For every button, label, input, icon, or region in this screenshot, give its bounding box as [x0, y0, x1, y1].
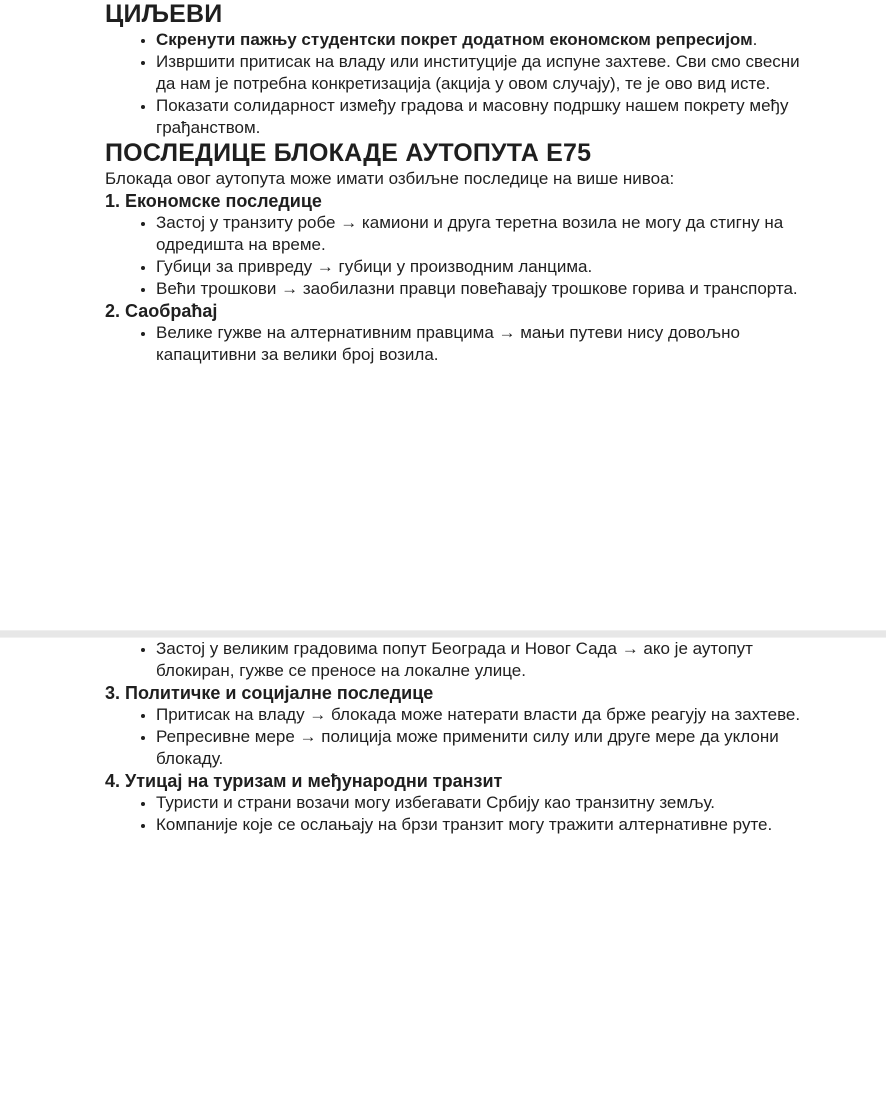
consequences-intro-paragraph: Блокада овог аутопута може имати озбиљне последице на више нивоа:	[105, 169, 675, 188]
consequences-heading: ПОСЛЕДИЦЕ БЛОКАДЕ АУТОПУТА Е75	[105, 139, 592, 167]
political-consequences-heading: 3. Политичке и социјалне последице	[105, 683, 434, 703]
document-page-2	[0, 638, 886, 1100]
list-item: • Показати солидарност између градова и масовну подршку нашем покрету међу грађанством.	[156, 95, 808, 139]
goals-bullet-1-bold-text: Скренути пажњу студентски покрет додатном економском репресијом	[156, 30, 753, 49]
list-item: • Губици за привреду → губици у производним ланцима.	[156, 256, 808, 278]
list-item: • Застој у великим градовима попут Београда и Новог Сада → ако је аутопут блокиран, гужве се преносе на локалне улице.	[156, 638, 808, 682]
traffic-heading: 2. Саобраћај	[105, 301, 218, 321]
economic-consequences-heading: 1. Економске последице	[105, 191, 322, 211]
list-item: • Извршити притисак на владу или институције да испуне захтеве. Сви смо свесни да нам је потребна конкретизација (акција у овом случају), те је ово вид исте.	[156, 51, 808, 95]
list-item: • Туристи и страни возачи могу избегавати Србију као транзитну земљу.	[156, 792, 808, 814]
list-item: • Притисак на владу → блокада може натерати власти да брже реагују на захтеве.	[156, 704, 808, 726]
list-item: • Застој у транзиту робе → камиони и друга теретна возила не могу да стигну на одредишта на време.	[156, 212, 808, 256]
tourism-transit-list	[105, 792, 808, 836]
tourism-transit-heading: 4. Утицај на туризам и међународни транзит	[105, 771, 503, 791]
list-item: • Већи трошкови → заобилазни правци повећавају трошкове горива и транспорта.	[156, 278, 808, 300]
list-item: • Велике гужве на алтернативним правцима → мањи путеви нису довољно капацитивни за велики број возила.	[156, 322, 808, 366]
list-item: • Репресивне мере → полиција може применити силу или друге мере да уклони блокаду.	[156, 726, 808, 770]
page-break-divider	[0, 630, 886, 638]
traffic-list	[105, 322, 808, 366]
list-item: • Компаније које се ослањају на брзи транзит могу тражити алтернативне руте.	[156, 814, 808, 836]
political-consequences-list	[105, 704, 808, 770]
goals-bullet-1-tail-text: .	[752, 30, 758, 49]
economic-consequences-list	[105, 212, 808, 300]
traffic-list-continued	[105, 638, 808, 682]
goals-list	[105, 29, 808, 139]
list-item	[156, 29, 808, 51]
goals-heading: ЦИЉЕВИ	[105, 0, 223, 28]
